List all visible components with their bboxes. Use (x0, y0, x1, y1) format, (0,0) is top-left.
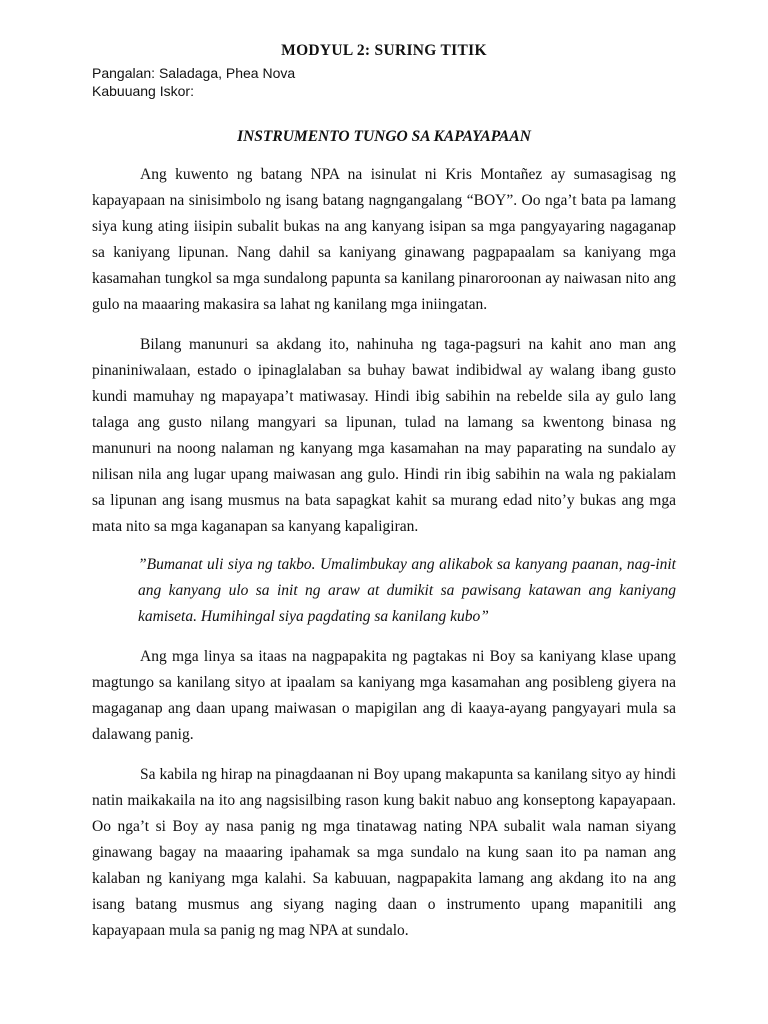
essay-title: INSTRUMENTO TUNGO SA KAPAYAPAAN (237, 128, 531, 145)
total-score-line: Kabuuang Iskor: (92, 83, 194, 99)
student-name-line: Pangalan: Saladaga, Phea Nova (92, 65, 296, 81)
module-title: MODYUL 2: SURING TITIK (281, 42, 487, 59)
essay-paragraph-2: Bilang manunuri sa akdang ito, nahinuha ng taga-pagsuri na kahit ano man ang pinaniniwalaan, estado o ipinaglalaban sa buhay bawat indibidwal ay walang ibang gusto kundi mamuhay ng mapayapa’t matiwasay. Hindi ibig sabihin na rebelde sila ay gulo lang talaga ang gusto nilang mangyari sa lipunan, tulad na lamang sa kwentong binasa ng manunuri na noong nalaman ng kanyang mga kasamahan na may paparating na sundalo ay nilisan nila ang lugar upang maiwasan ang gulo. Hindi rin ibig sabihin na wala ng pakialam sa lipunan ang isang musmus na bata sapagkat kahit sa murang edad nito’y bukas ang mga mata nito sa mga kaganapan sa kanyang kapaligiran. (92, 336, 676, 535)
essay-paragraph-3: Ang mga linya sa itaas na nagpapakita ng pagtakas ni Boy sa kaniyang klase upang magtungo sa kanilang sityo at ipaalam sa kaniyang mga kasamahan ang posibleng giyera na magaganap ang daan upang maiwasan o mapigilan ang di kaaya-ayang pangyayari mula sa dalawang panig. (92, 648, 676, 743)
essay-paragraph-4: Sa kabila ng hirap na pinagdaanan ni Boy upang makapunta sa kanilang sityo ay hindi natin maikakaila na ito ang nagsisilbing rason kung bakit nabuo ang konseptong kapayapaan. Oo nga’t si Boy ay nasa panig ng mga tinatawag nating NPA subalit wala naman siyang ginawang bagay na maaaring ipahamak sa mga sundalo na kung saan ito pa naman ang kalaban ng kaniyang mga kalahi. Sa kabuuan, nagpapakita lamang ang akdang ito na ang isang batang musmus ang siyang naging daan o instrumento upang mapanitili ang kapayapaan mula sa panig ng mag NPA at sundalo. (92, 766, 676, 939)
story-quote: ”Bumanat uli siya ng takbo. Umalimbukay ang alikabok sa kanyang paanan, nag-init ang kanyang ulo sa init ng araw at dumikit sa pawisang katawan ang kaniyang kamiseta. Humihingal siya pagdating sa kanilang kubo” (138, 556, 676, 625)
essay-paragraph-1: Ang kuwento ng batang NPA na isinulat ni Kris Montañez ay sumasagisag ng kapayapaan na sinisimbolo ng isang batang nagngangalang “BOY”. Oo nga’t bata pa lamang siya kung ating iisipin subalit bukas na ang kanyang isipan sa mga pangyayaring nagaganap sa kaniyang lipunan. Nang dahil sa kaniyang ginawang pagpapaalam sa kaniyang mga kasamahan tungkol sa mga sundalong papunta sa kanilang pinaroroonan ay naiwasan nito ang gulo na maaaring makasira sa lahat ng kanilang mga iniingatan. (92, 166, 676, 313)
